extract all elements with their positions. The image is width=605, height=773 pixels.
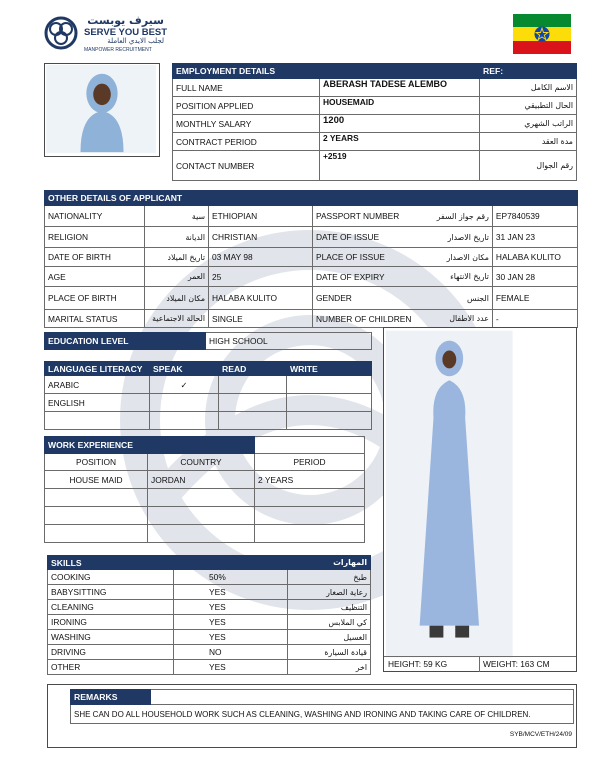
children-arabic: عدد الاطفال [414,310,492,328]
ethiopia-flag [513,14,571,54]
gender-label: GENDER [313,287,415,310]
dob-arabic: تاريخ الميلاد [145,248,209,267]
language-write [287,394,372,412]
nationality-arabic: سية [145,206,209,227]
work-position-header: POSITION [45,454,148,471]
remarks-title: REMARKS [71,690,151,705]
language-write [287,412,372,430]
position-arabic: الحال التطبيقي [480,97,577,115]
skill-arabic: رعاية الصغار [288,585,371,600]
language-speak [150,394,219,412]
write-header: WRITE [287,362,372,376]
contract-label: CONTRACT PERIOD [173,133,320,151]
issue-place-label: PLACE OF ISSUE [313,248,415,267]
work-country: JORDAN [148,471,255,489]
skills-title: SKILLS [48,556,288,570]
work-country [148,507,255,525]
height-text: HEIGHT: 59 KG [388,659,448,669]
issue-date-value: 31 JAN 23 [492,227,577,248]
work-period: 2 YEARS [255,471,365,489]
applicant-photo-small [44,63,160,157]
expiry-label: DATE OF EXPIRY [313,267,415,287]
skill-name: IRONING [48,615,174,630]
contact-value: +2519 [320,151,480,181]
logo-english: SERVE YOU BEST [84,27,168,38]
speak-header: SPEAK [150,362,219,376]
gender-arabic: الجنس [414,287,492,310]
other-details-table [44,190,578,328]
language-name: ARABIC [45,376,150,394]
full-name-label: FULL NAME [173,79,320,97]
skill-name: COOKING [48,570,174,585]
age-label: AGE [45,267,145,287]
skills-title-arabic: المهارات [288,556,371,570]
full-name-arabic: الاسم الكامل [480,79,577,97]
dob-value: 03 MAY 98 [209,248,313,267]
marital-label: MARITAL STATUS [45,310,145,328]
education-table [44,332,372,350]
skill-arabic: الغسيل [288,630,371,645]
expiry-arabic: تاريخ الانتهاء [414,267,492,287]
issue-place-value: HALABA KULITO [492,248,577,267]
passport-label: PASSPORT NUMBER [313,206,415,227]
issue-place-arabic: مكان الاصدار [414,248,492,267]
employment-title: EMPLOYMENT DETAILS [173,64,480,79]
children-label: NUMBER OF CHILDREN [313,310,415,328]
company-logo [44,14,176,56]
dob-label: DATE OF BIRTH [45,248,145,267]
passport-value: EP7840539 [492,206,577,227]
read-header: READ [219,362,287,376]
language-speak [150,412,219,430]
person-full-body-icon [384,328,576,671]
age-value: 25 [209,267,313,287]
ref-label: REF: [480,64,577,79]
religion-label: RELIGION [45,227,145,248]
skill-value: YES [174,585,288,600]
children-value: - [492,310,577,328]
skill-name: WASHING [48,630,174,645]
contact-arabic: رقم الجوال [480,151,577,181]
skill-arabic: التنظيف [288,600,371,615]
language-table [44,361,372,430]
skill-arabic: اخر [288,660,371,675]
marital-arabic: الحالة الاجتماعية [145,310,209,328]
logo-sub-arabic: لجلب الايدي العاملة [107,37,164,45]
skills-table [47,555,371,675]
skill-name: DRIVING [48,645,174,660]
footer-code: SYB/MCV/ETH/24/09 [509,731,572,738]
weight-text: WEIGHT: 163 CM [483,659,550,669]
remarks-section [47,684,577,748]
contact-label: CONTACT NUMBER [173,151,320,181]
age-arabic: العمر [145,267,209,287]
skill-arabic: قيادة السيارة [288,645,371,660]
gender-value: FEMALE [492,287,577,310]
work-period [255,489,365,507]
work-position [45,525,148,543]
skill-name: OTHER [48,660,174,675]
contract-value: 2 YEARS [320,133,480,151]
work-position [45,489,148,507]
person-portrait-icon [45,64,159,156]
expiry-value: 30 JAN 28 [492,267,577,287]
work-position [45,507,148,525]
work-country [148,489,255,507]
work-experience-table [44,436,365,543]
work-country-header: COUNTRY [148,454,255,471]
other-details-title: OTHER DETAILS OF APPLICANT [45,191,313,206]
language-read [219,394,287,412]
salary-value: 1200 [320,115,480,133]
flag-emblem-icon [534,26,550,42]
logo-emblem-icon [44,16,78,50]
work-period-header: PERIOD [255,454,365,471]
work-period [255,525,365,543]
skill-value: YES [174,660,288,675]
position-value: HOUSEMAID [320,97,480,115]
employment-details-table [172,63,577,181]
religion-value: CHRISTIAN [209,227,313,248]
skill-name: CLEANING [48,600,174,615]
nationality-value: ETHIOPIAN [209,206,313,227]
skill-value: NO [174,645,288,660]
skill-value: YES [174,600,288,615]
language-read [219,376,287,394]
logo-arabic: سيرف يوبست [87,14,164,27]
nationality-label: NATIONALITY [45,206,145,227]
skill-arabic: كي الملابس [288,615,371,630]
language-write [287,376,372,394]
contract-arabic: مدة العقد [480,133,577,151]
issue-date-label: DATE OF ISSUE [313,227,415,248]
remarks-text: SHE CAN DO ALL HOUSEHOLD WORK SUCH AS CLEANING, WASHING AND IRONING AND TAKING CARE OF CHILDREN. [71,705,574,724]
birthplace-label: PLACE OF BIRTH [45,287,145,310]
position-label: POSITION APPLIED [173,97,320,115]
birthplace-value: HALABA KULITO [209,287,313,310]
work-position: HOUSE MAID [45,471,148,489]
marital-value: SINGLE [209,310,313,328]
birthplace-arabic: مكان الميلاد [145,287,209,310]
work-country [148,525,255,543]
skill-value: 50% [174,570,288,585]
language-header: LANGUAGE LITERACY [45,362,150,376]
full-name-value: ABERASH TADESE ALEMBO [320,79,480,97]
passport-arabic: رقم جواز السفر [414,206,492,227]
applicant-photo-full [383,327,577,672]
skill-arabic: طبخ [288,570,371,585]
salary-label: MONTHLY SALARY [173,115,320,133]
work-title: WORK EXPERIENCE [45,437,255,454]
language-name [45,412,150,430]
education-label: EDUCATION LEVEL [45,333,206,350]
language-read [219,412,287,430]
education-value: HIGH SCHOOL [206,333,372,350]
skill-value: YES [174,630,288,645]
logo-tagline: MANPOWER RECRUITMENT [84,47,152,53]
work-period [255,507,365,525]
language-name: ENGLISH [45,394,150,412]
language-speak: ✓ [150,376,219,394]
skill-value: YES [174,615,288,630]
skill-name: BABYSITTING [48,585,174,600]
religion-arabic: الديانة [145,227,209,248]
issue-date-arabic: تاريخ الاصدار [414,227,492,248]
salary-arabic: الراتب الشهري [480,115,577,133]
